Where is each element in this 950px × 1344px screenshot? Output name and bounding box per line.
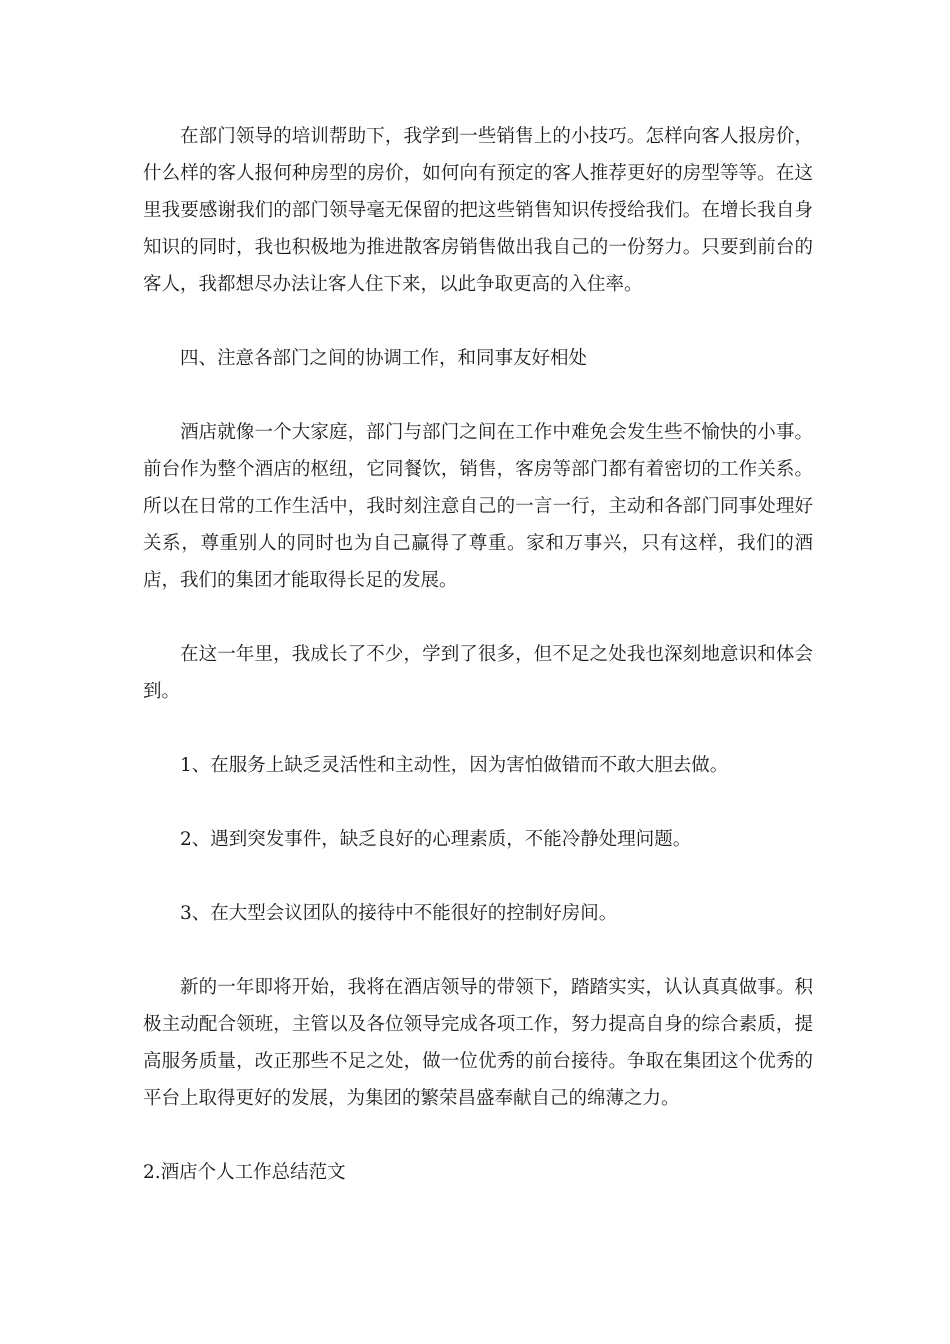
list-item-3: 3、在大型会议团队的接待中不能很好的控制好房间。 xyxy=(180,903,618,924)
section-title: 2.酒店个人工作总结范文 xyxy=(143,1162,346,1183)
paragraph-hotel-family: 酒店就像一个大家庭，部门与部门之间在工作中难免会发生些不愉快的小事。前台作为整个酒店的枢纽，它同餐饮，销售，客房等部门都有着密切的工作关系。所以在日常的工作生活中，我时刻注意自己的一言一行，主动和各部门同事处理好关系，尊重别人的同时也为自己赢得了尊重。家和万事兴，只有这样，我们的酒店，我们的集团才能取得长足的发展。 xyxy=(143,422,813,591)
subheading-coordination: 四、注意各部门之间的协调工作，和同事友好相处 xyxy=(180,348,588,369)
list-item-1: 1、在服务上缺乏灵活性和主动性，因为害怕做错而不敢大胆去做。 xyxy=(180,755,729,776)
document-body xyxy=(143,118,813,1191)
list-item-2: 2、遇到突发事件，缺乏良好的心理素质，不能冷静处理问题。 xyxy=(180,829,692,850)
paragraph-sales-skills: 在部门领导的培训帮助下，我学到一些销售上的小技巧。怎样向客人报房价，什么样的客人报何种房型的房价，如何向有预定的客人推荐更好的房型等等。在这里我要感谢我们的部门领导毫无保留的把这些销售知识传授给我们。在增长我自身知识的同时，我也积极地为推进散客房销售做出我自己的一份努力。只要到前台的客人，我都想尽办法让客人住下来，以此争取更高的入住率。 xyxy=(143,126,813,295)
paragraph-new-year: 新的一年即将开始，我将在酒店领导的带领下，踏踏实实，认认真真做事。积极主动配合领班，主管以及各位领导完成各项工作，努力提高自身的综合素质，提高服务质量，改正那些不足之处，做一位优秀的前台接待。争取在集团这个优秀的平台上取得更好的发展，为集团的繁荣昌盛奉献自己的绵薄之力。 xyxy=(143,977,813,1109)
paragraph-growth: 在这一年里，我成长了不少，学到了很多，但不足之处我也深刻地意识和体会到。 xyxy=(143,644,813,702)
